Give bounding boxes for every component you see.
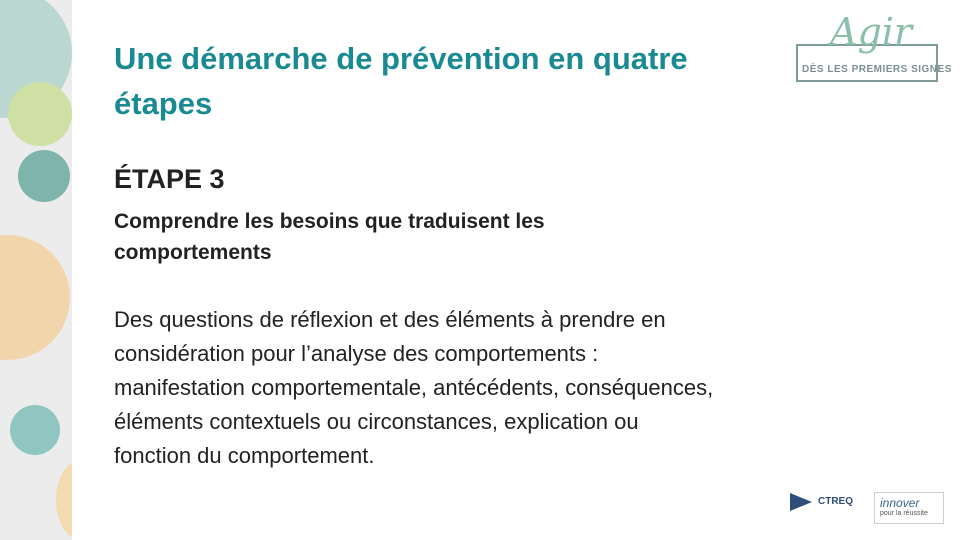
decorative-left-strip	[0, 0, 72, 540]
ctreq-logo	[790, 493, 860, 513]
step-heading: ÉTAPE 3	[114, 164, 225, 194]
innover-logo-main: innover	[880, 496, 920, 510]
agir-logo	[796, 10, 952, 84]
slide-title: Une démarche de prévention en quatre étapes	[114, 41, 688, 121]
agir-logo-word: Agir	[830, 10, 913, 54]
innover-logo-sub: pour la réussite	[880, 510, 928, 517]
decorative-circle	[10, 405, 60, 455]
decorative-circle	[18, 150, 70, 202]
decorative-circle	[8, 82, 72, 146]
step-subheading: Comprendre les besoins que traduisent les comportements	[114, 210, 545, 264]
step-body-text: Des questions de réflexion et des éléments à prendre en considération pour l’analyse des comportements : manifestation comportementale, antécédents, conséquences, éléments contextuels ou circonstances, explication ou fonction du comportement.	[114, 307, 714, 468]
ctreq-logo-mark	[790, 493, 812, 511]
ctreq-logo-text: CTREQ	[818, 496, 853, 507]
decorative-circle	[56, 460, 72, 540]
decorative-circle	[0, 235, 70, 360]
agir-logo-tagline: DÈS LES PREMIERS SIGNES	[802, 64, 952, 75]
innover-logo	[874, 492, 944, 524]
